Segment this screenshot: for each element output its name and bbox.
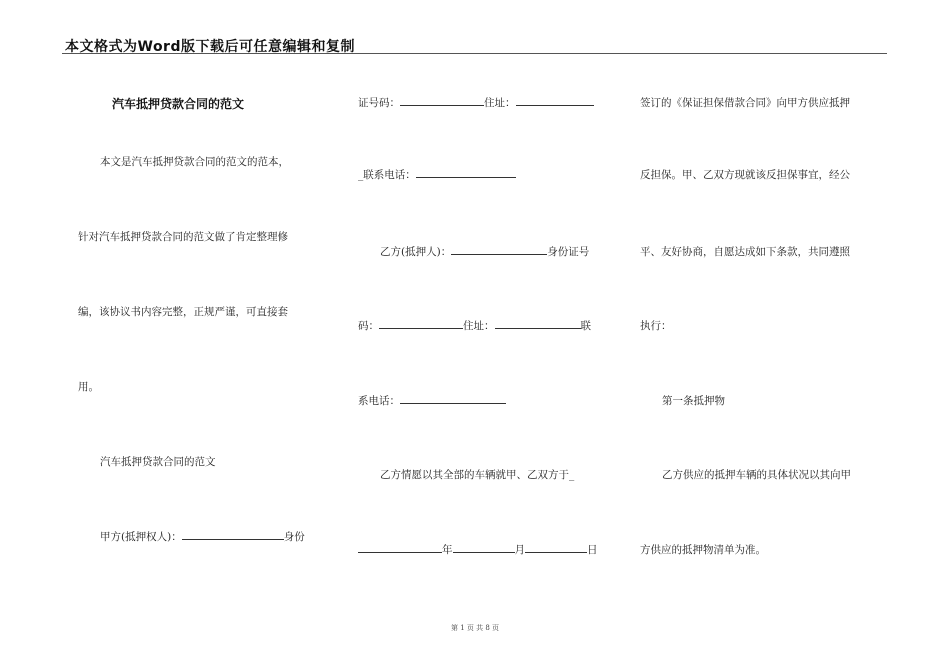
address-label-b: 住址： — [463, 320, 495, 332]
year-label: 年 — [442, 544, 453, 556]
party-b-phone-line — [358, 393, 506, 408]
phone-blank — [416, 167, 516, 178]
id-number-label: 证号码： — [358, 97, 400, 109]
address-blank — [516, 95, 594, 106]
id-number-blank — [400, 95, 484, 106]
document-header-title: 本文格式为Word版下载后可任意编辑和复制 — [65, 39, 355, 55]
party-a-id-address-line — [358, 95, 594, 110]
date-line — [358, 542, 598, 557]
year-blank — [358, 542, 442, 553]
page-number: 第 1 页 共 8 页 — [450, 624, 500, 632]
party-b-id-label: 身份证号 — [547, 246, 590, 258]
header-divider — [62, 53, 887, 54]
party-a-id-label: 身份 — [283, 531, 305, 543]
party-b-label: 乙方(抵押人)： — [380, 246, 452, 258]
body-line-6: 乙方供应的抵押车辆的具体状况以其向甲 — [662, 469, 851, 481]
body-line-3: 平、友好协商，自愿达成如下条款，共同遵照 — [640, 246, 850, 258]
body-line-7: 方供应的抵押物清单为准。 — [640, 544, 766, 556]
contract-subtitle: 汽车抵押贷款合同的范文 — [100, 456, 216, 468]
party-b-id-address-line — [358, 318, 591, 333]
address-blank-b — [495, 318, 581, 329]
address-label: 住址： — [484, 97, 516, 109]
party-b-name-blank — [451, 244, 547, 255]
vehicle-pledge-clause: 乙方情愿以其全部的车辆就甲、乙双方于_ — [380, 469, 575, 481]
intro-line-1: 本文是汽车抵押贷款合同的范文的范本， — [100, 156, 289, 168]
month-blank — [453, 542, 515, 553]
document-title: 汽车抵押贷款合同的范文 — [112, 97, 245, 111]
phone-blank-b — [400, 393, 506, 404]
party-b-line — [380, 244, 589, 259]
body-line-2: 反担保。甲、乙双方现就该反担保事宜，经公 — [640, 169, 850, 181]
day-blank — [525, 542, 587, 553]
id-number-blank-b — [379, 318, 463, 329]
party-a-line — [100, 529, 305, 544]
party-a-phone-line — [358, 167, 516, 182]
body-line-4: 执行： — [640, 320, 672, 332]
day-label: 日 — [587, 544, 598, 556]
phone-label: _联系电话： — [358, 169, 416, 181]
body-line-1: 签订的《保证担保借款合同》向甲方供应抵押 — [640, 97, 850, 109]
month-label: 月 — [514, 544, 525, 556]
phone-label-b: 系电话： — [358, 395, 400, 407]
id-number-label-b: 码： — [358, 320, 379, 332]
party-a-name-blank — [182, 529, 284, 540]
intro-line-4: 用。 — [78, 381, 99, 393]
intro-line-3: 编，该协议书内容完整，正规严谨，可直接套 — [78, 306, 288, 318]
contact-label-start: 联 — [580, 320, 591, 332]
intro-line-2: 针对汽车抵押贷款合同的范文做了肯定整理修 — [78, 231, 288, 243]
party-a-label: 甲方(抵押权人)： — [100, 531, 182, 543]
article-1-heading: 第一条抵押物 — [662, 395, 725, 407]
